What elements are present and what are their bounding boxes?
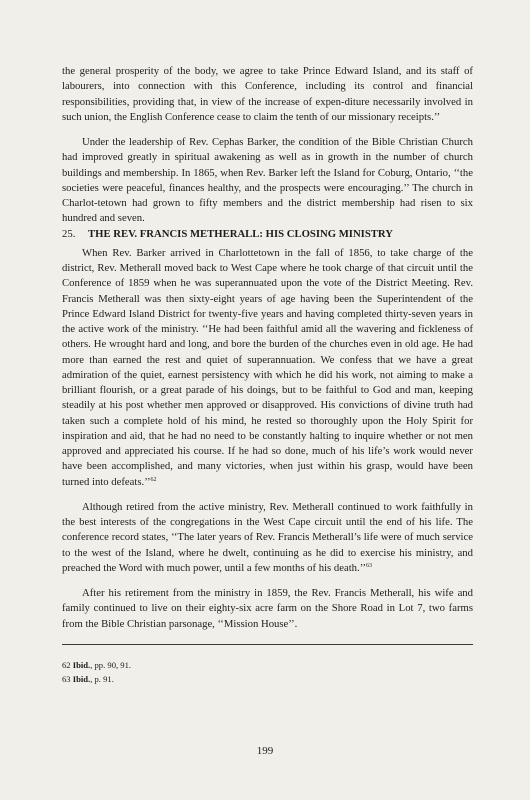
footnote-number: 62 — [62, 659, 71, 670]
section-title: THE REV. FRANCIS METHERALL: HIS CLOSING MINISTRY — [88, 227, 393, 240]
footnote-pages: , p. 91. — [90, 673, 114, 684]
paragraph-text: After his retirement from the ministry in 1859, the Rev. Francis Metherall, his wife and family continued to live on their eighty-six acre farm on the Shore Road in Lot 7, two farms from the Bible Christian parsonage, ‘‘Mission House’’. — [62, 587, 473, 630]
footnotes — [62, 658, 473, 686]
paragraph-retirement-work — [62, 500, 473, 576]
footnote-pages: , pp. 90, 91. — [90, 659, 132, 670]
page-number: 199 — [256, 745, 274, 757]
footnote-divider — [62, 644, 473, 645]
section-heading — [62, 227, 473, 242]
footnote-62 — [62, 658, 473, 672]
footnote-source: Ibid. — [72, 673, 91, 684]
footnote-63 — [62, 672, 473, 686]
paragraph-text: When Rev. Barker arrived in Charlottetown in the fall of 1856, to take charge of the district, Rev. Metherall moved back to West Cape where he took charge of that circuit until the Conference of 1859 when he was superannuated upon the vote of the District Meeting. Rev. Francis Metherall was then sixty-eight years of age having been the Superintendent of the Prince Edward Island District for twenty-five years and having completed thirty-seven years in the active work of the ministry. ‘‘He had been faithful amid all the wavering and fickleness of others. He wrought hard and long, and bore the burden of the churches even in old age. He had more than earned the rest and quiet of superannuation. We confess that we have a great admiration of the quiet, earnest persistency with which he did his work, not aiming to make a brilliant flourish, or a great parade of his doings, but to be faithful to God and man, keeping steadily at his post whether men approved or disapproved. His convictions of divine truth had taken such a complete hold of his mind, he rested so thoroughly upon the Holy Spirit for inspiration and aid, that he had no need to be constantly halting to inquire whether or not men approved and appreciated his course. If he had so done, much of his life’s work would never have been accomplished, and many victories, when just within his grasp, would have been turned into defeats.’’ — [62, 246, 473, 488]
footnote-number: 63 — [62, 673, 71, 684]
footnote-reference[interactable]: 63 — [366, 562, 373, 569]
paragraph-metherall-superannuation — [62, 246, 473, 490]
paragraph-continued-quote — [62, 64, 473, 125]
paragraph-text: Under the leadership of Rev. Cephas Barker, the condition of the Bible Christian Church had improved greatly in spiritual awakening as well as in growth in the number of church buildings and membership. In 1865, when Rev. Barker left the Island for Coburg, Ontario, ‘‘the societies were peaceful, finances healthy, and the prospects were encouraging.’’ The church in Charlot-tetown had grown to fifty members and the district membership had risen to six hundred and seven. — [62, 136, 473, 225]
section-number: 25. — [62, 227, 76, 240]
footnote-reference[interactable]: 62 — [150, 476, 157, 483]
footnote-source: Ibid. — [72, 659, 91, 670]
paragraph-text: Although retired from the active ministry, Rev. Metherall continued to work faithfully in the best interests of the congregations in the West Cape circuit until the end of his life. The conference record states, ‘‘The later years of Rev. Francis Metherall’s life were of much service to the west of the Island, where he dwelt, continuing as he did to exercise his ministry, and preached the Word with much power, until a few months of his death.’’ — [62, 500, 473, 574]
paragraph-barker-leadership — [62, 135, 473, 227]
paragraph-farm — [62, 586, 473, 632]
paragraph-text: the general prosperity of the body, we agree to take Prince Edward Island, and its staff of labourers, into connection with this Conference, including its control and financial responsibilities, providing that, in view of the increase of expen-diture necessarily involved in such union, the English Conference cease to claim the tenth of our missionary receipts.’’ — [62, 65, 473, 123]
